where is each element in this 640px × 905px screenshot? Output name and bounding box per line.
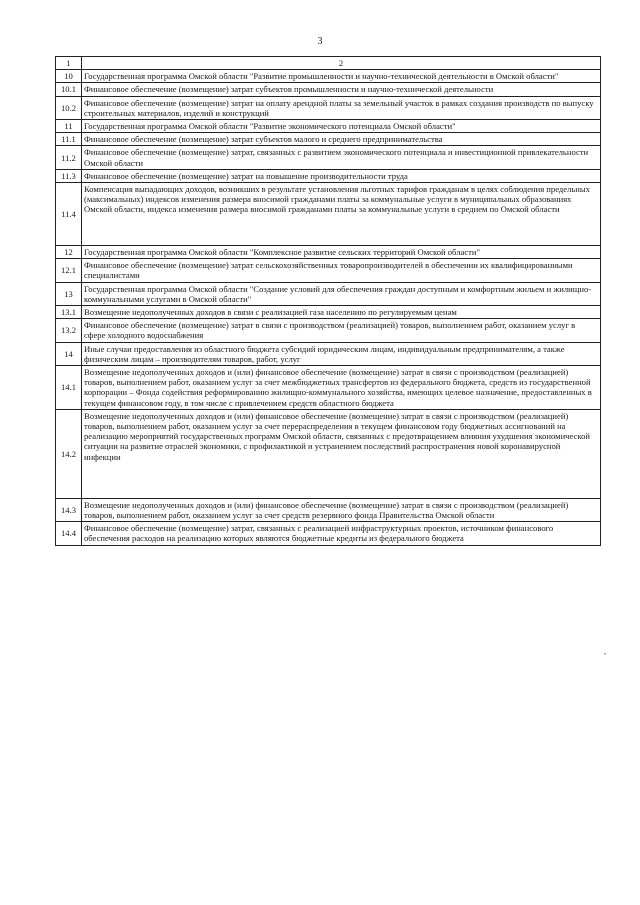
table-header-row xyxy=(56,57,601,70)
row-number: 14 xyxy=(56,342,82,365)
table-row xyxy=(56,96,601,119)
table-row xyxy=(56,409,601,498)
row-text: Возмещение недополученных доходов и (или) финансовое обеспечение (возмещение) затрат в связи с производством (реализацией) товаров, выполнением работ, оказанием услуг за счет перераспределения в текущем финансовом году бюджетных ассигнований на реализацию мероприятий государственных программ Омской области, связанных с предотвращением влияния ухудшения экономической ситуации на развитие отраслей экономики, с профилактикой и устранением последствий распространения новой коронавирусной инфекции xyxy=(82,409,601,498)
row-text: Государственная программа Омской области "Развитие экономического потенциала Омской области" xyxy=(82,120,601,133)
scan-margin-mark: • xyxy=(604,652,607,658)
row-number: 11.4 xyxy=(56,183,82,246)
row-number: 10.2 xyxy=(56,96,82,119)
column-header-number: 1 xyxy=(56,57,82,70)
row-number: 10.1 xyxy=(56,83,82,96)
row-number: 14.4 xyxy=(56,522,82,545)
row-number: 14.3 xyxy=(56,498,82,521)
row-text: Возмещение недополученных доходов и (или) финансовое обеспечение (возмещение) затрат в связи с производством (реализацией) товаров, выполнением работ, оказанием услуг за счет средств резервного фонда Правительства Омской области xyxy=(82,498,601,521)
table-row xyxy=(56,498,601,521)
row-text: Финансовое обеспечение (возмещение) затрат, связанных с реализацией инфраструктурных проектов, источником финансового обеспечения расходов на реализацию которых являются бюджетные кредиты из федерального бюджета xyxy=(82,522,601,545)
row-text: Возмещение недополученных доходов и (или) финансовое обеспечение (возмещение) затрат в связи с производством (реализацией) товаров, выполнением работ, оказанием услуг за счет межбюджетных трансфертов из федерального бюджета, средств из государственной корпорации – Фонда содействия реформированию жилищно-коммунального хозяйства, имеющих целевое назначение, предоставленных в текущем финансовом году, в том числе с привлечением средств областного бюджета xyxy=(82,366,601,410)
row-number: 11 xyxy=(56,120,82,133)
row-text: Финансовое обеспечение (возмещение) затрат на повышение производительности труда xyxy=(82,169,601,182)
row-number: 13 xyxy=(56,282,82,305)
table-row xyxy=(56,83,601,96)
row-text: Государственная программа Омской области "Комплексное развитие сельских территорий Омской области" xyxy=(82,246,601,259)
row-number: 12 xyxy=(56,246,82,259)
table-row xyxy=(56,146,601,169)
row-number: 14.2 xyxy=(56,409,82,498)
row-number: 12.1 xyxy=(56,259,82,282)
row-text: Финансовое обеспечение (возмещение) затрат, связанных с развитием экономического потенциала и инвестиционной привлекательности Омской области xyxy=(82,146,601,169)
row-number: 11.2 xyxy=(56,146,82,169)
table-row xyxy=(56,342,601,365)
table-row xyxy=(56,169,601,182)
column-header-description: 2 xyxy=(82,57,601,70)
table-row xyxy=(56,319,601,342)
table-row xyxy=(56,366,601,410)
row-text: Государственная программа Омской области "Развитие промышленности и научно-технической деятельности в Омской области" xyxy=(82,70,601,83)
table-row xyxy=(56,522,601,545)
row-text: Компенсация выпадающих доходов, возникших в результате установления льготных тарифов гражданам в целях соблюдения предельных (максимальных) индексов изменения размера вносимой гражданами платы за коммунальные услуги в муниципальных образованиях Омской области, индекса изменения размера вносимой гражданами платы за коммунальные услуги в среднем по Омской области xyxy=(82,183,601,246)
row-number: 10 xyxy=(56,70,82,83)
table-row xyxy=(56,246,601,259)
row-text: Возмещение недополученных доходов в связи с реализацией газа населению по регулируемым ценам xyxy=(82,306,601,319)
table-row xyxy=(56,70,601,83)
row-number: 13.1 xyxy=(56,306,82,319)
row-number: 13.2 xyxy=(56,319,82,342)
row-text: Финансовое обеспечение (возмещение) затрат субъектов малого и среднего предпринимательства xyxy=(82,133,601,146)
table-row xyxy=(56,133,601,146)
row-number: 11.1 xyxy=(56,133,82,146)
row-number: 14.1 xyxy=(56,366,82,410)
row-text: Финансовое обеспечение (возмещение) затрат субъектов промышленности и научно-технической деятельности xyxy=(82,83,601,96)
table-row xyxy=(56,120,601,133)
row-text: Финансовое обеспечение (возмещение) затрат сельскохозяйственных товаропроизводителей в обеспечении их квалифицированными специалистами xyxy=(82,259,601,282)
table-row xyxy=(56,306,601,319)
row-text: Финансовое обеспечение (возмещение) затрат на оплату арендной платы за земельный участок в рамках создания производств по выпуску строительных материалов, изделий и конструкций xyxy=(82,96,601,119)
row-number: 11.3 xyxy=(56,169,82,182)
row-text: Финансовое обеспечение (возмещение) затрат в связи с производством (реализацией) товаров, выполнением работ, оказанием услуг в сфере холодного водоснабжения xyxy=(82,319,601,342)
row-text: Иные случаи предоставления из областного бюджета субсидий юридическим лицам, индивидуальным предпринимателям, а также физическим лицам – производителям товаров, работ, услуг xyxy=(82,342,601,365)
subsidy-table xyxy=(55,56,601,546)
table-row xyxy=(56,282,601,305)
table-row xyxy=(56,259,601,282)
row-text: Государственная программа Омской области "Создание условий для обеспечения граждан доступным и комфортным жильем и жилищно-коммунальными услугами в Омской области" xyxy=(82,282,601,305)
table-row xyxy=(56,183,601,246)
page-number: 3 xyxy=(317,36,323,47)
